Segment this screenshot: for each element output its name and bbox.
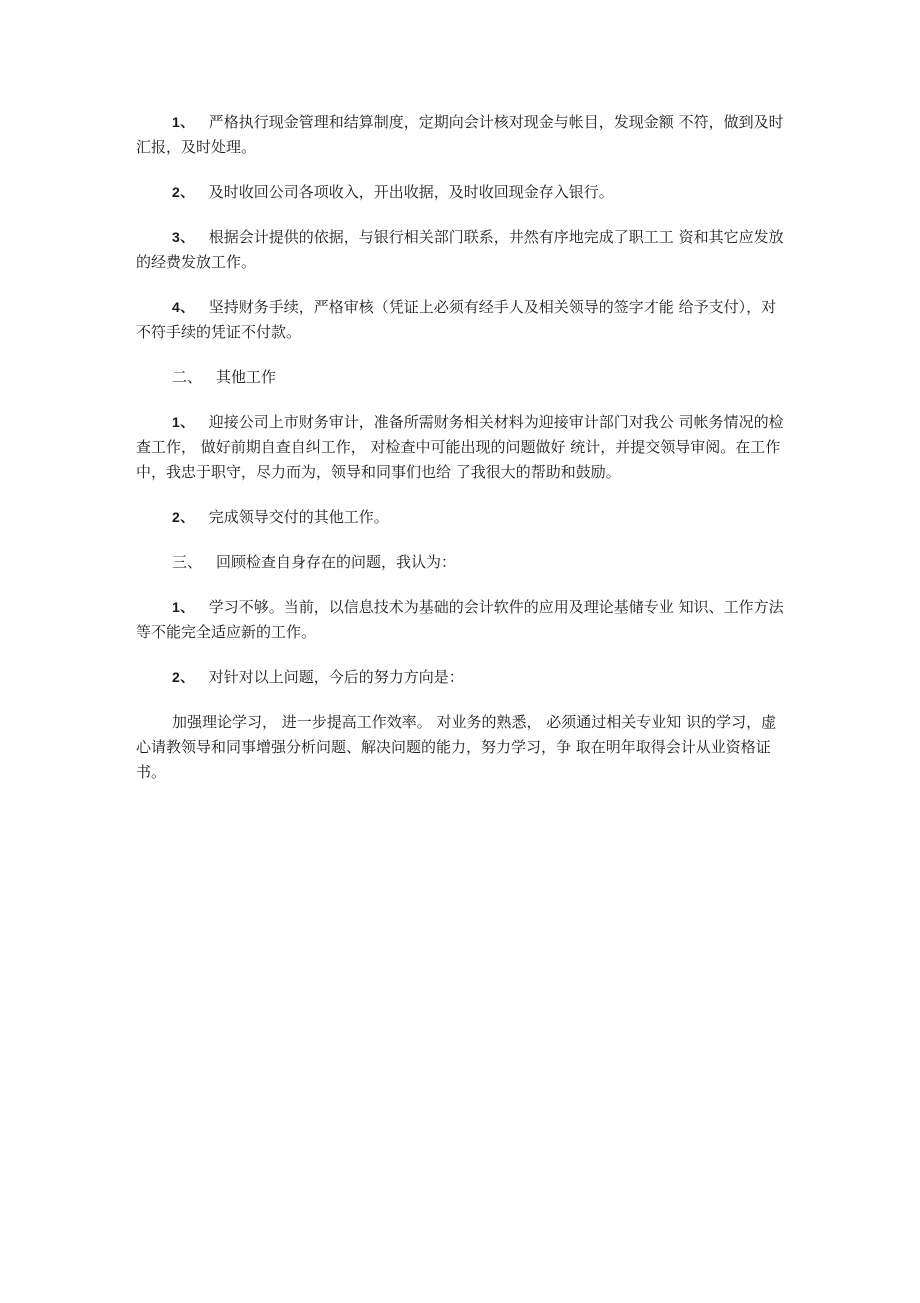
item-number: 1、 bbox=[172, 599, 195, 615]
paragraph-text: 坚持财务手续，严格审核（凭证上必须有经手人及相关领导的签字才能 给予支付），对不符手续的凭证不付款。 bbox=[136, 298, 777, 341]
section-title: 其他工作 bbox=[216, 368, 277, 386]
item-number: 1、 bbox=[172, 414, 195, 430]
item-number: 4、 bbox=[172, 299, 195, 315]
paragraph-study-plan bbox=[136, 710, 784, 785]
section-heading-review bbox=[136, 550, 784, 575]
item-number: 1、 bbox=[172, 114, 195, 130]
paragraph-text: 严格执行现金管理和结算制度，定期向会计核对现金与帐目，发现金额 不符，做到及时汇报，及时处理。 bbox=[136, 113, 784, 156]
paragraph-text: 对针对以上问题，今后的努力方向是： bbox=[208, 668, 464, 686]
item-number: 2、 bbox=[172, 669, 195, 685]
item-number: 2、 bbox=[172, 184, 195, 200]
paragraph-financial-procedures bbox=[136, 295, 784, 345]
item-number: 3、 bbox=[172, 229, 195, 245]
paragraph-text: 及时收回公司各项收入，开出收据，及时收回现金存入银行。 bbox=[208, 183, 614, 201]
section-number: 二、 bbox=[172, 368, 203, 386]
item-number: 2、 bbox=[172, 509, 195, 525]
paragraph-text: 加强理论学习， 进一步提高工作效率。 对业务的熟悉， 必须通过相关专业知 识的学习，虚心请教领导和同事增强分析问题、解决问题的能力，努力学习，争 取在明年取得会计从业资格证书。 bbox=[136, 713, 777, 781]
document-body bbox=[136, 110, 784, 805]
section-heading-other-work bbox=[136, 365, 784, 390]
paragraph-salary-payment bbox=[136, 225, 784, 275]
paragraph-collect-income bbox=[136, 180, 784, 205]
section-title: 回顾检查自身存在的问题，我认为： bbox=[216, 553, 457, 571]
paragraph-cash-management bbox=[136, 110, 784, 160]
paragraph-text: 根据会计提供的依据，与银行相关部门联系，井然有序地完成了职工工 资和其它应发放的经费发放工作。 bbox=[136, 228, 784, 271]
paragraph-text: 学习不够。当前，以信息技术为基础的会计软件的应用及理论基储专业 知识、工作方法等不能完全适应新的工作。 bbox=[136, 598, 784, 641]
section-number: 三、 bbox=[172, 553, 203, 571]
paragraph-audit bbox=[136, 410, 784, 485]
paragraph-other-tasks bbox=[136, 505, 784, 530]
paragraph-improvement-direction bbox=[136, 665, 784, 690]
paragraph-text: 完成领导交付的其他工作。 bbox=[208, 508, 389, 526]
paragraph-insufficient-study bbox=[136, 595, 784, 645]
paragraph-text: 迎接公司上市财务审计，准备所需财务相关材料为迎接审计部门对我公 司帐务情况的检查工作， 做好前期自查自纠工作， 对检查中可能出现的问题做好 统计，并提交领导审阅。在工作中，我忠于职守，尽力而为，领导和同事们也给 了我很大的帮助和鼓励。 bbox=[136, 413, 784, 481]
